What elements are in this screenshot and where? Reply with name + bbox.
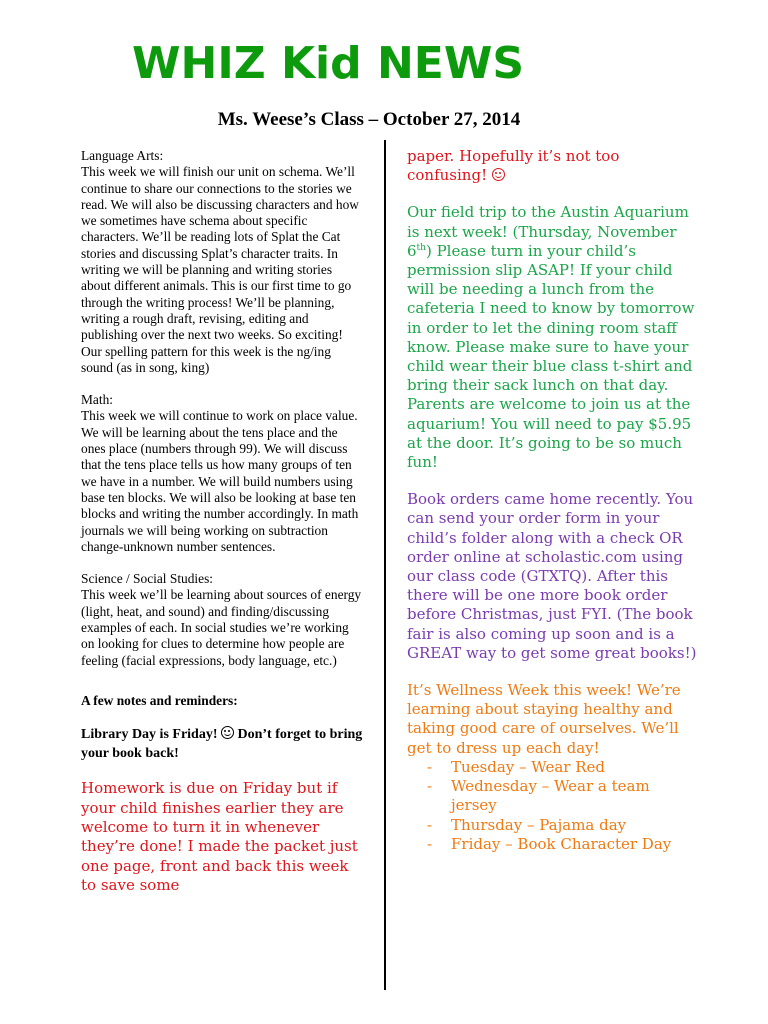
science-heading: Science / Social Studies:	[81, 571, 214, 587]
language-arts-heading: Language Arts:	[81, 148, 164, 163]
field-trip-text-a: Our field trip to the Austin Aquarium is next week! (Thursday, November 6	[407, 203, 689, 260]
list-dash: -	[427, 815, 433, 834]
homework-note-continued	[407, 147, 697, 185]
field-trip-ordinal: th	[416, 242, 426, 253]
homework-note: Homework is due on Friday but if your child finishes earlier they are welcome to turn it in whenever they’re done! I made the packet just one page, front and back this week to save some	[81, 779, 358, 895]
math-body: This week we will continue to work on place value. We will be learning about the tens place and the ones place (numbers through 99). We will discuss that the tens place tells us how many groups of ten we have in a number. We will build numbers using base ten blocks. We will also be looking at base ten blocks and writing the number accordingly. In math journals we will being working on subtraction change-unknown number sentences.	[81, 408, 359, 554]
list-item	[427, 777, 697, 815]
language-arts-section	[81, 148, 365, 376]
wellness-days-list	[407, 758, 697, 854]
homework-continued-text: paper. Hopefully it’s not too confusing!	[407, 147, 620, 185]
smiley-icon	[221, 726, 234, 739]
field-trip-note	[407, 203, 697, 472]
wellness-day: Tuesday – Wear Red	[451, 757, 606, 776]
list-item	[427, 835, 697, 854]
science-section	[81, 571, 365, 669]
left-column	[81, 148, 365, 896]
math-heading: Math:	[81, 392, 113, 408]
class-dateline: Ms. Weese’s Class – October 27, 2014	[217, 109, 521, 130]
science-body: This week we’ll be learning about sources of energy (light, heat, and sound) and finding/discussing examples of each. In social studies we’re working on looking for clues to determine how people are feeling (facial expressions, body language, etc.)	[81, 587, 362, 668]
language-arts-body: This week we will finish our unit on schema. We’ll continue to share our connections to the stories we read. We will also be discussing characters and how we sometimes have schema about specific characters. We’ll be reading lots of Splat the Cat stories and discussing Splat’s character traits. In writing we will be planning and writing stories about different animals. This is our first time to go through the writing process! We’ll be planning, writing a rough draft, revising, editing and publishing over the next two weeks. So exciting! Our spelling pattern for this week is the ng/ing sound (as in song, king)	[81, 164, 359, 375]
library-text-before: Library Day is Friday!	[81, 727, 218, 743]
wellness-section	[407, 681, 697, 854]
smiley-icon	[492, 168, 505, 181]
wellness-day: Wednesday – Wear a team jersey	[451, 777, 650, 815]
column-divider	[384, 140, 386, 990]
list-item	[427, 816, 697, 835]
notes-heading: A few notes and reminders:	[81, 692, 238, 708]
library-text-after: Don’t forget to bring your book back!	[81, 727, 363, 762]
book-orders-note: Book orders came home recently. You can send your order form in your child’s folder along with a check OR order online at scholastic.com using our class code (GTXTQ). After this there will be one more book order before Christmas, just FYI. (The book fair is also coming up soon and is a GREAT way to get some great books!)	[407, 490, 697, 662]
list-dash: -	[427, 834, 433, 853]
masthead-title: WHIZ Kid NEWS	[132, 38, 525, 89]
wellness-intro: It’s Wellness Week this week! We’re learning about staying healthy and taking good care of ourselves. We’ll get to dress up each day!	[407, 681, 681, 757]
library-reminder	[81, 725, 365, 763]
list-dash: -	[427, 777, 433, 796]
math-section	[81, 392, 365, 555]
field-trip-text-b: ) Please turn in your child’s permission slip ASAP! If your child will be needing a lunch from the cafeteria I need to know by tomorrow in order to let the dining room staff know. Please make sure to have your child wear their blue class t-shirt and bring their sack lunch on that day. Parents are welcome to join us at the aquarium! You will need to pay $5.95 at the door. It’s going to be so much fun!	[407, 241, 695, 472]
wellness-day: Thursday – Pajama day	[451, 815, 627, 834]
wellness-day: Friday – Book Character Day	[451, 834, 672, 853]
right-column	[407, 147, 697, 854]
list-dash: -	[427, 757, 433, 776]
list-item	[427, 758, 697, 777]
